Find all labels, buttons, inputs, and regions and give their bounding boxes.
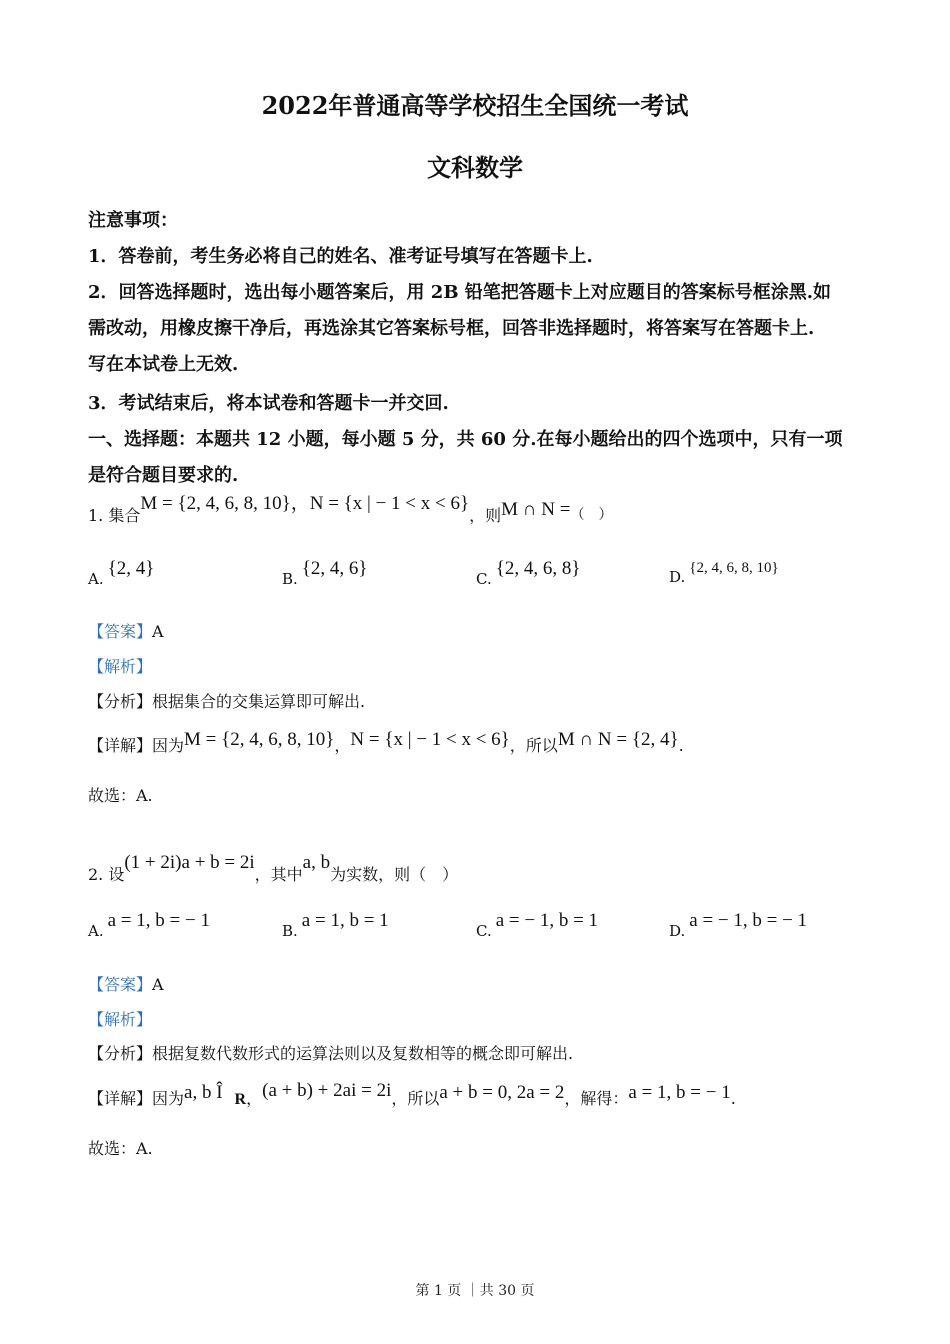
q2-option-a-value: a = 1, b = − 1 xyxy=(107,910,210,931)
q2-choose xyxy=(88,1136,868,1159)
q2-detail-tag: 【详解】 xyxy=(88,1089,153,1108)
q1-option-c-letter: C. xyxy=(476,570,492,588)
q1-prefix: 1. 集合 xyxy=(88,506,141,525)
q2-option-c-value: a = − 1, b = 1 xyxy=(495,910,599,931)
q1-analysis-tag: 【解析】 xyxy=(88,657,153,676)
q1-fenxi-tag: 【分析】 xyxy=(88,692,153,711)
q2-detail-so: ，所以 xyxy=(391,1089,440,1108)
q1-option-d-value: {2, 4, 6, 8, 10} xyxy=(689,560,779,576)
q1-detail xyxy=(88,729,868,757)
q1-option-a-value: {2, 4} xyxy=(107,558,155,579)
q2-option-d-letter: D. xyxy=(669,922,686,940)
q1-answer-tag: 【答案】 xyxy=(88,622,153,641)
note-2-line-3: 写在本试卷上无效. xyxy=(88,354,239,375)
q1-option-d-letter: D. xyxy=(669,568,686,586)
q2-analysis-tag: 【解析】 xyxy=(88,1010,153,1029)
q1-detail-result: M ∩ N = {2, 4} xyxy=(557,729,679,750)
q2-fenxi-text: 根据复数代数形式的运算法则以及复数相等的概念即可解出. xyxy=(152,1044,574,1063)
q1-option-c-value: {2, 4, 6, 8} xyxy=(495,558,581,579)
q1-detail-set-m: M = {2, 4, 6, 8, 10} xyxy=(184,729,335,750)
page-footer: 第 1 页 ｜共 30 页 xyxy=(415,1283,535,1299)
q2-choose-text: 故选：A. xyxy=(88,1139,153,1158)
q1-detail-so: ，所以 xyxy=(509,736,558,755)
q2-detail-ab: a, b Î xyxy=(184,1082,223,1103)
q1-choose xyxy=(88,783,868,806)
exam-subtitle: 文科数学 xyxy=(427,153,523,182)
q2-option-c-letter: C. xyxy=(476,922,492,940)
q1-detail-because: 因为 xyxy=(152,736,185,755)
q2-option-b xyxy=(282,910,389,940)
q2-detail-comma: ， xyxy=(246,1089,263,1108)
q1-fenxi xyxy=(88,689,868,712)
question-1 xyxy=(88,493,868,527)
q2-detail-equation: (a + b) + 2ai = 2i xyxy=(262,1080,392,1101)
note-1: 1．答卷前，考生务必将自己的姓名、准考证号填写在答题卡上. xyxy=(88,246,593,267)
q1-then: ，则 xyxy=(469,506,502,525)
q2-fenxi xyxy=(88,1041,868,1064)
q2-option-b-value: a = 1, b = 1 xyxy=(301,910,389,931)
q1-set-n: N = {x | − 1 < x < 6} xyxy=(309,493,470,514)
q2-detail-real-set: R xyxy=(234,1091,247,1108)
q1-detail-tag: 【详解】 xyxy=(88,736,153,755)
q2-answer-value: A xyxy=(152,975,164,994)
q2-option-b-letter: B. xyxy=(282,922,298,940)
q1-option-d xyxy=(669,558,779,586)
q2-detail-system: a + b = 0, 2a = 2 xyxy=(439,1082,565,1103)
q2-detail-result: a = 1, b = − 1 xyxy=(628,1082,731,1103)
q1-option-b xyxy=(282,558,368,588)
q2-detail-end: . xyxy=(730,1089,736,1108)
q2-option-a xyxy=(88,910,210,940)
question-2 xyxy=(88,852,868,886)
q1-option-b-value: {2, 4, 6} xyxy=(301,558,368,579)
q2-fenxi-tag: 【分析】 xyxy=(88,1044,153,1063)
note-2-line-1: 2．回答选择题时，选出每小题答案后，用 2B 铅笔把答题卡上对应题目的答案标号框涂黑.如 xyxy=(88,282,832,303)
notes-heading: 注意事项： xyxy=(88,210,178,231)
q1-fenxi-text: 根据集合的交集运算即可解出. xyxy=(152,692,366,711)
q1-option-b-letter: B. xyxy=(282,570,298,588)
section-1-line-2: 是符合题目要求的. xyxy=(88,465,239,486)
q2-option-d-value: a = − 1, b = − 1 xyxy=(689,910,808,931)
q1-blank: （ ） xyxy=(570,507,613,523)
exam-title: 2022年普通高等学校招生全国统一考试 xyxy=(261,91,689,120)
q2-answer xyxy=(88,972,868,995)
note-3: 3．考试结束后，将本试卷和答题卡一并交回. xyxy=(88,393,449,414)
q1-answer xyxy=(88,619,868,642)
q2-detail-because: 因为 xyxy=(152,1089,185,1108)
q2-prefix: 2. 设 xyxy=(88,865,125,884)
q2-tail: 为实数，则（ ） xyxy=(330,865,459,884)
section-1-line-1: 一、选择题：本题共 12 小题，每小题 5 分，共 60 分.在每小题给出的四个选项中，只有一项 xyxy=(88,429,843,450)
q1-analysis xyxy=(88,654,868,677)
q1-detail-end: . xyxy=(678,736,684,755)
q2-detail-solve: ，解得： xyxy=(564,1089,629,1108)
q2-equation: (1 + 2i)a + b = 2i xyxy=(124,852,255,873)
q2-mid: ，其中 xyxy=(254,865,303,884)
q2-vars: a, b xyxy=(302,852,331,873)
q1-detail-set-n: N = {x | − 1 < x < 6} xyxy=(350,729,510,750)
q1-comma: ， xyxy=(290,493,310,514)
q2-detail xyxy=(88,1080,868,1110)
q1-option-c xyxy=(476,558,581,588)
q2-option-c xyxy=(476,910,599,940)
q1-detail-comma: ， xyxy=(334,736,351,755)
q1-set-m: M = {2, 4, 6, 8, 10} xyxy=(140,493,291,514)
q2-analysis xyxy=(88,1007,868,1030)
q1-option-a xyxy=(88,558,155,588)
note-2-line-2: 需改动，用橡皮擦干净后，再选涂其它答案标号框，回答非选择题时，将答案写在答题卡上. xyxy=(88,318,815,339)
q1-expression: M ∩ N = xyxy=(501,499,571,520)
q2-option-a-letter: A. xyxy=(88,922,104,940)
q1-answer-value: A xyxy=(152,622,164,641)
q1-choose-text: 故选：A. xyxy=(88,786,153,805)
q2-answer-tag: 【答案】 xyxy=(88,975,153,994)
q1-option-a-letter: A. xyxy=(88,570,104,588)
q2-option-d xyxy=(669,910,808,940)
